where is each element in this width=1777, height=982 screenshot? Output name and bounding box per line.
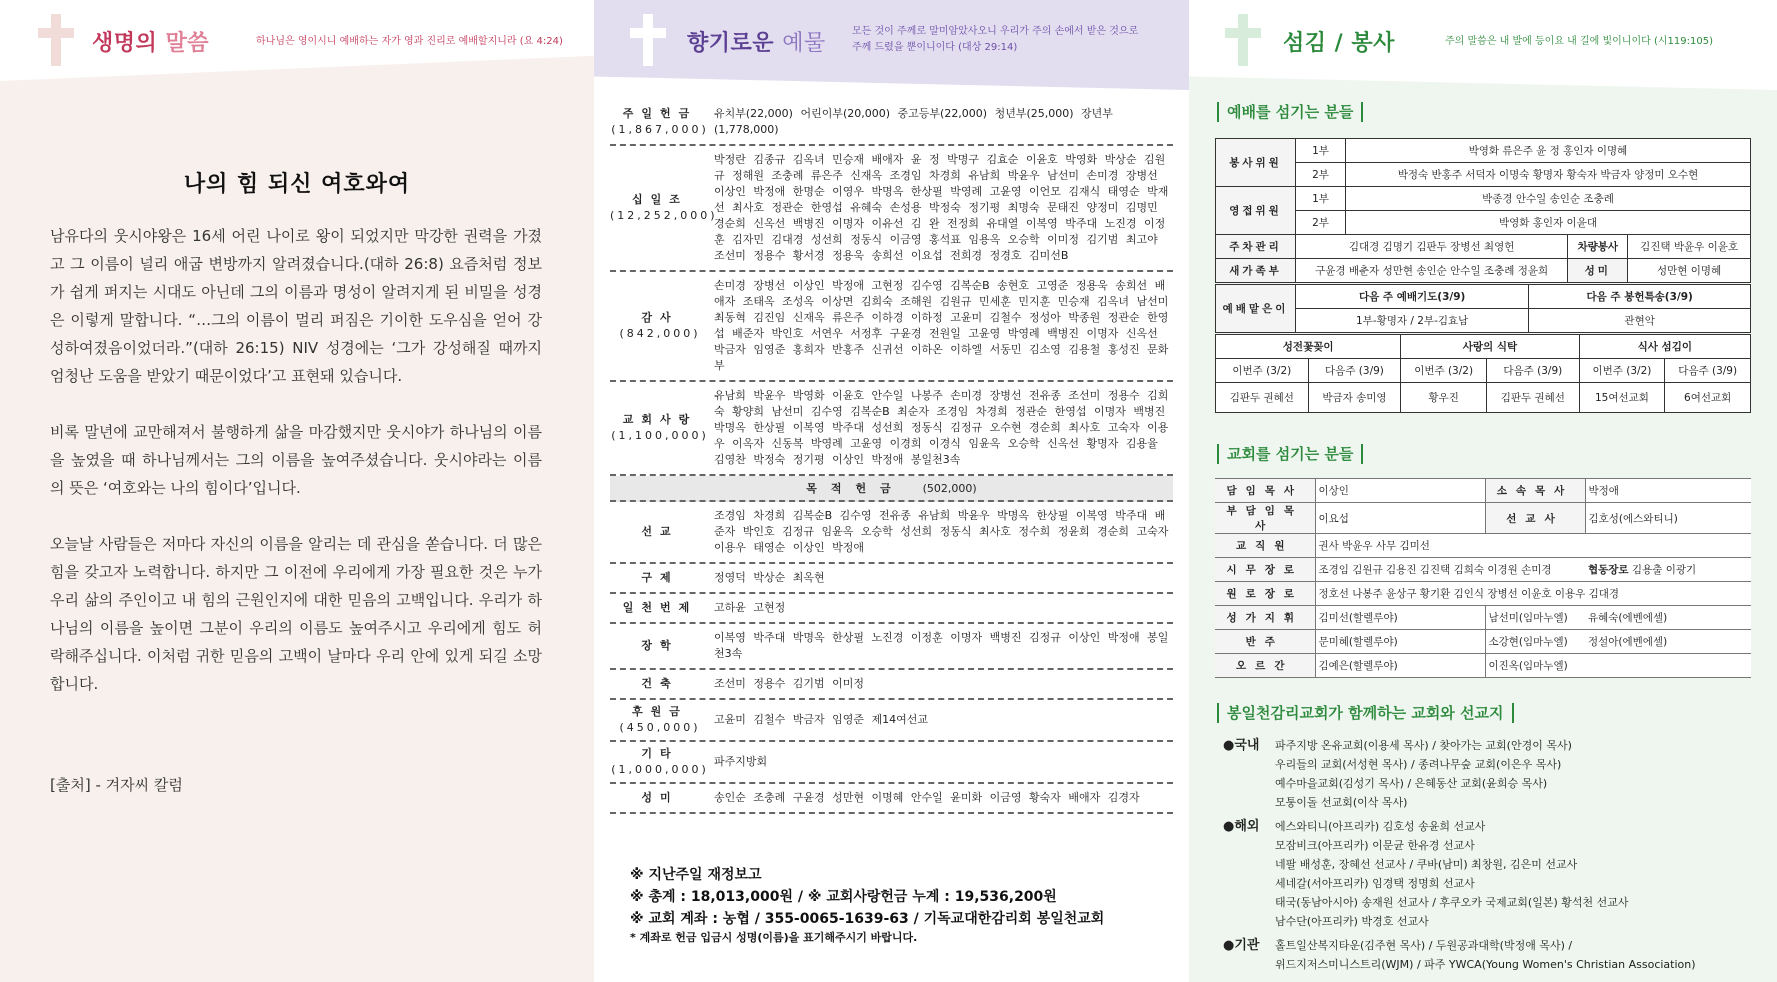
worship-servants-table: 봉사위원 1부 박영화 류은주 윤 정 홍인자 이명혜 2부 박정숙 반홍주 서덕자 이명숙 황명자 황숙자 박금자 양정미 오수현 영접위원 1부 박종경 안수일 송인순 조충례 2부 박영화 홍인자 이윤대 주차관리 김대경 김명기 김판두 장병선 최영헌 차량봉사 김진택 박윤우 이윤호 새가족부 구윤경 배춘자 성만현 송인순 안수일 조충례 정윤희 성미 성만현 이명혜	[1215, 138, 1751, 283]
offering-row: 주일헌금 (1,867,000) 유치부(22,000) 어린이부(20,000) 중고등부(22,000) 청년부(25,000) 장년부(1,778,000)	[610, 100, 1173, 146]
section-heading: 봉일천감리교회가 함께하는 교회와 선교지	[1217, 703, 1514, 723]
panel-title: 섬김 / 봉사	[1283, 31, 1395, 56]
offering-row: 성미 송인순 조충례 구윤경 성만현 이명혜 안수일 윤미화 이금영 황숙자 배애자 김경자	[610, 784, 1173, 814]
panel-subtitle: 모든 것이 주께로 말미암았사오니 우리가 주의 손에서 받은 것으로 주께 드렸을 뿐이니이다 (대상 29:14)	[852, 26, 1139, 53]
worship-duty-table: 예배맡은이 다음 주 예배기도(3/9) 다음 주 봉헌특송(3/9) 1부-황명자 / 2부-김효남 관현악	[1215, 284, 1751, 333]
sermon-panel	[0, 0, 594, 982]
mission-group: ●기관 홀트일산복지타운(김주현 목사) / 두원공과대학(박정애 목사) / 위드지저스미니스트리(WJM) / 파주 YWCA(Young Women's Christian Association)	[1223, 938, 1696, 971]
service-groups-table: 성전꽃꽂이 사랑의 식탁 식사 섬김이 이번주 (3/2) 다음주 (3/9) 이번주 (3/2) 다음주 (3/9) 이번주 (3/2) 다음주 (3/9) 김판두 권혜선 박금자 송미영 황우진 김판두 권혜선 15여선교회 6여선교회	[1215, 334, 1751, 413]
offering-row: 교회사랑 (1,100,000) 유남희 박윤우 박영화 이윤호 안수일 나봉주 손미경 장병선 전유종 조선미 정용수 김희숙 황양희 남선미 김수영 김복순B 최순자 조경임 차경희 정관순 한영섭 이명자 백병진 박명옥 한상필 이복영 박주대 성선희 정동식 김정규 오수현 경순희 최사호 고숙자 이용우 이옥자 신동복 박영례 고윤영 이경희 이경식 임윤옥 오승학 신옥선 황명자 김용율 김영찬 박정숙 정기평 이상인 박정애 봉일천3속	[610, 382, 1173, 476]
cross-icon	[38, 14, 74, 66]
mission-group: ●해외 에스와티니(아프리카) 김호성 송윤희 선교사 모잠비크(아프리카) 이문균 한유경 선교사 네팔 배성훈, 장혜선 선교사 / 쿠바(남미) 최창원, 김은미 선교사 세네갈(서아프리카) 임경택 정명희 선교사 태국(동남아시아) 송재원 선교사 / 후쿠오카 국제교회(일본) 황석천 선교사 남수단(아프리카) 박경호 선교사	[1223, 819, 1629, 928]
offering-row: 구제 정영덕 박상순 최옥현	[610, 564, 1173, 594]
offering-row: 장학 이복영 박주대 박명옥 한상필 노진경 이정훈 이명자 백병진 김정규 이상인 박정애 봉일천3속	[610, 624, 1173, 670]
cross-icon	[630, 14, 666, 66]
panel-title: 향기로운 예물	[687, 31, 826, 56]
sermon-source: [출처] - 겨자씨 칼럼	[50, 776, 183, 794]
service-panel	[1189, 0, 1777, 982]
mission-list	[1223, 736, 1763, 979]
offering-row: 일천번제 고하윤 고현정	[610, 594, 1173, 624]
finance-report: ※ 지난주일 재정보고 ※ 총계 : 18,013,000원 / ※ 교회사랑헌금 누계 : 19,536,200원 ※ 교회 계좌 : 농협 / 355-0065-1639-63 / 기독교대한감리회 봉일천교회 * 계좌로 헌금 입금시 성명(이름)을 표기해주시기 바랍니다.	[630, 867, 1105, 944]
panel-subtitle: 주의 말씀은 내 발에 등이요 내 길에 빛이니이다 (시119:105)	[1445, 36, 1713, 47]
offering-row: 선교 조경임 차경희 김복순B 김수영 전유종 유남희 박윤우 박명옥 한상필 이복영 박주대 배준자 박인호 김정규 임윤옥 오승학 성선희 정동식 최사호 정수희 정윤희 경순희 고숙자 이용우 태영순 이상인 박정애	[610, 502, 1173, 564]
offering-row: 후원금 (450,000) 고윤미 김철수 박금자 임영준 제14여선교	[610, 700, 1173, 742]
offering-row: 기타 (1,000,000) 파주지방회	[610, 742, 1173, 784]
offering-table	[610, 100, 1173, 814]
sermon-paragraph: 남유다의 웃시야왕은 16세 어린 나이로 왕이 되었지만 막강한 권력을 가졌고 그 이름이 널리 애굽 변방까지 알려졌습니다.(대하 26:8) 요즘처럼 정보가 쉽게 퍼지는 시대도 아닌데 그의 이름과 명성이 알려지게 된 비밀을 성경은 이렇게 말합니다. “…그의 이름이 멀리 퍼짐은 기이한 도우심을 얻어 강성하여졌음이었더라.”(대하 26:15) NIV 성경에는 ‘그가 강성해질 때까지 엄청난 도움을 받았기 때문이었다’고 표현돼 있습니다.	[50, 227, 542, 385]
purpose-offering-heading: 목적헌금 (502,000)	[610, 476, 1173, 502]
church-staff-table: 담임목사 이상인 소속목사 박정애 부담임목사 이요섭 선교사 김호성(에스와티니) 교직원 권사 박윤우 사무 김미선 시무장로 조경임 김원규 김용진 김진택 김희숙 이경원 손미경 협동장로 김용출 이광기 원로장로 정호선 나봉주 윤상구 황기환 김인식 장병선 이윤호 이용우 김대경 성가지휘 김미선(할렐루야) 남선미(임마누엘) 유혜숙(에벤에셀) 반주 문미혜(할렐루야) 소강현(임마누엘) 정설아(에벤에셀) 오르간 김예은(할렐루야) 이진옥(임마누엘)	[1215, 478, 1751, 678]
mission-group: ●국내 파주지방 온유교회(이용세 목사) / 찾아가는 교회(안경이 목사) 우리들의 교회(서성현 목사) / 종려나무숲 교회(이은우 목사) 예수마을교회(김성기 목사) / 은혜동산 교회(윤희승 목사) 모퉁이돌 선교회(이삭 목사)	[1223, 738, 1572, 809]
offering-row: 건축 조선미 정용수 김기범 이미정	[610, 670, 1173, 700]
offering-row: 십일조 (12,252,000) 박정란 김종규 김옥녀 민승재 배애자 윤 정 박명구 김효순 이윤호 박영화 박상순 김원규 정해원 조충례 류은주 신재옥 조경임 차경희 유남희 박윤우 남선미 손미경 장병선 이상인 박정애 한명순 이영우 박명옥 한상필 박영례 고윤영 이언모 김재식 태영순 박재선 최사호 정관순 한영섭 유혜숙 손성용 박정숙 정기평 최명숙 문태진 양정미 김명민 경순희 신옥선 백병진 이명자 이유선 김 완 전정희 유대열 이복영 박주대 노진경 이정훈 김자민 김대경 성선희 정동식 이금영 홍석표 임용옥 오승학 이미정 김기범 최고야 조선미 정용수 황서경 정용욱 송희선 이요섭 전희경 정경호 김미선B	[610, 146, 1173, 272]
offering-panel	[594, 0, 1189, 982]
sermon-paragraph: 비록 말년에 교만해져서 불행하게 삶을 마감했지만 웃시야가 하나님의 이름을 높였을 때 하나님께서는 그의 이름을 높여주셨습니다. 웃시야라는 이름의 뜻은 ‘여호와는 나의 힘이다’입니다.	[50, 423, 542, 497]
sermon-title: 나의 힘 되신 여호와여	[183, 172, 411, 197]
cross-icon	[1225, 14, 1261, 66]
section-heading: 교회를 섬기는 분들	[1217, 444, 1363, 464]
panel-subtitle: 하나님은 영이시니 예배하는 자가 영과 진리로 예배할지니라 (요 4:24)	[256, 36, 563, 47]
sermon-paragraph: 오늘날 사람들은 저마다 자신의 이름을 알리는 데 관심을 쏟습니다. 더 많은 힘을 갖고자 노력합니다. 하지만 그 이전에 우리에게 가장 필요한 것은 누가 우리 삶의 주인이고 내 힘의 근원인지에 대한 믿음의 고백입니다. 우리가 하나님의 이름을 높이면 그분이 우리의 이름도 높여주시고 우리에게 힘도 허락해주십니다. 이처럼 귀한 믿음의 고백이 날마다 우리 안에 있게 되길 소망합니다.	[50, 535, 542, 693]
section-heading: 예배를 섬기는 분들	[1217, 102, 1363, 122]
offering-row: 감사 (842,000) 손미경 장병선 이상인 박정애 고현정 김수영 김복순B 송현호 고영준 정용욱 송희선 배애자 조태옥 조성옥 이상면 김희숙 조해원 김원규 민세훈 민지훈 민승재 김옥녀 남선미 최동혁 김진임 신재옥 류은주 이하경 이하정 고윤미 김철수 정성아 박종원 정관순 한영섭 배준자 박인호 서연우 서정후 구윤경 전원일 고윤영 박영례 백병진 이명자 신옥선 박금자 임영준 홍희자 반홍주 신귀선 이하온 이하엘 서동민 김소영 김용철 홍성진 문화부	[610, 272, 1173, 382]
panel-title: 생명의 말씀	[92, 31, 209, 56]
